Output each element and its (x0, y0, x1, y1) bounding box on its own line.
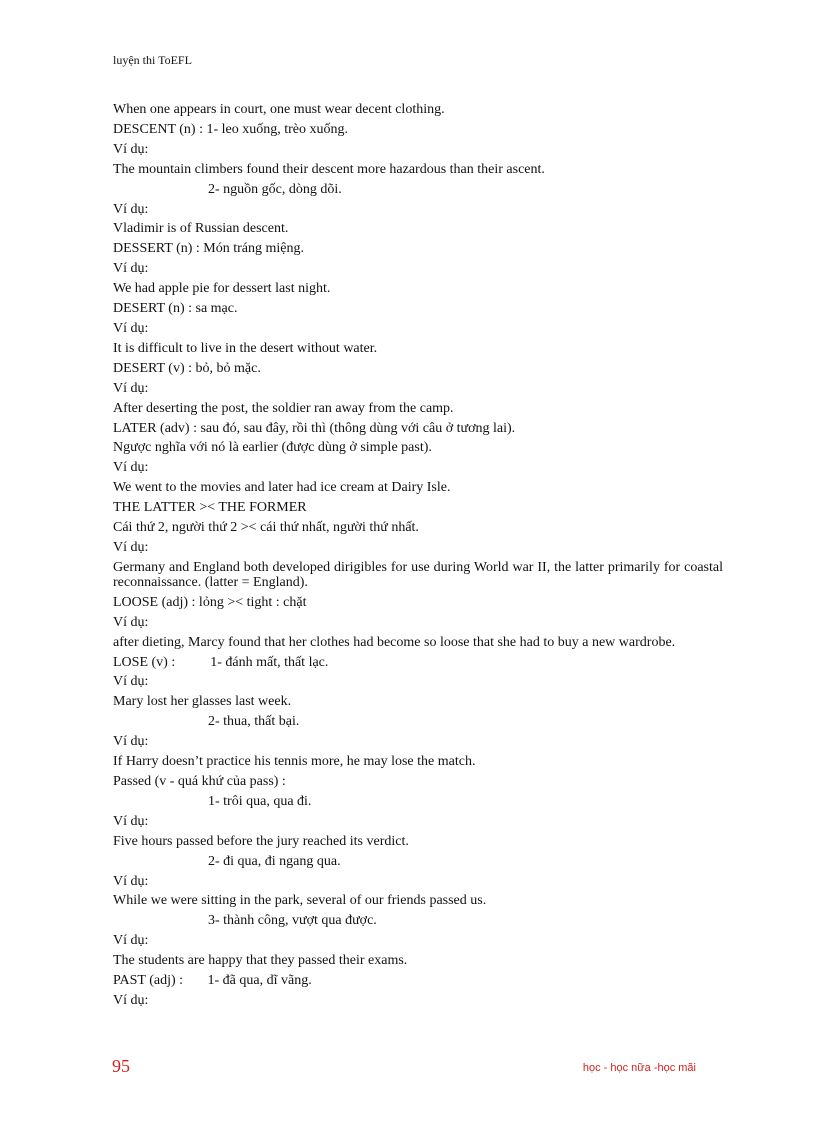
text-line: Ví dụ: (113, 201, 149, 217)
text-line: Ví dụ: (113, 734, 149, 750)
text-line: LATER (adv) : sau đó, sau đây, rồi thì (thông dùng với câu ở tương lai). (113, 420, 516, 436)
text-line: After deserting the post, the soldier ran away from the camp. (113, 400, 454, 416)
text-line: Ví dụ: (113, 992, 149, 1008)
text-line: Passed (v - quá khứ của pass) : (113, 774, 286, 789)
page-header: luyện thi ToEFL (113, 53, 192, 67)
text-line: DESERT (n) : sa mạc. (113, 301, 238, 317)
text-line: after dieting, Marcy found that her clothes had become so loose that she had to buy a new wardrobe. (113, 634, 676, 650)
text-line: DESSERT (n) : Món tráng miệng. (113, 241, 305, 257)
text-line: THE LATTER >< THE FORMER (113, 500, 307, 516)
text-line: Ví dụ: (113, 380, 149, 396)
document-body (113, 100, 723, 1011)
text-line: If Harry doesn’t practice his tennis more, he may lose the match. (113, 754, 476, 770)
text-line: DESCENT (n) : 1- leo xuống, trèo xuống. (113, 121, 348, 137)
text-line: It is difficult to live in the desert without water. (113, 340, 378, 356)
text-line: Ví dụ: (113, 674, 149, 690)
text-line: The students are happy that they passed their exams. (113, 953, 408, 969)
text-line: Ví dụ: (113, 539, 149, 555)
text-line: 2- thua, thất bại. (208, 714, 300, 730)
page-number: 95 (112, 1056, 130, 1076)
text-line: Ví dụ: (113, 813, 149, 829)
text-line: Ví dụ: (113, 614, 149, 630)
text-line: 3- thành công, vượt qua được. (208, 913, 377, 929)
text-line: LOSE (v) : 1- đánh mất, thất lạc. (113, 654, 329, 670)
text-line: Mary lost her glasses last week. (113, 694, 292, 710)
text-line: Cái thứ 2, người thứ 2 >< cái thứ nhất, người thứ nhất. (113, 520, 419, 536)
text-line: 2- đi qua, đi ngang qua. (208, 853, 341, 869)
text-line: When one appears in court, one must wear decent clothing. (113, 102, 445, 117)
text-line: Vladimir is of Russian descent. (113, 221, 289, 237)
text-line: Ví dụ: (113, 141, 149, 157)
text-line: LOOSE (adj) : lỏng >< tight : chặt (113, 594, 307, 610)
text-line: Ví dụ: (113, 320, 149, 336)
text-line: Germany and England both developed dirigibles for use during World war II, the latter primarily for coastal reconnaissance. (latter = England). (113, 559, 723, 590)
text-line: 2- nguồn gốc, dòng dõi. (208, 181, 342, 197)
text-line: 1- trôi qua, qua đi. (208, 793, 312, 809)
text-line: We had apple pie for dessert last night. (113, 281, 331, 297)
footer-tagline: học - học nữa -học mãi (582, 1062, 696, 1074)
text-line: Ví dụ: (113, 261, 149, 277)
text-line: Ngược nghĩa với nó là earlier (được dùng ở simple past). (113, 440, 432, 456)
text-line: PAST (adj) : 1- đã qua, dĩ vãng. (113, 973, 312, 989)
text-line: We went to the movies and later had ice cream at Dairy Isle. (113, 480, 451, 496)
text-line: The mountain climbers found their descent more hazardous than their ascent. (113, 161, 545, 177)
text-line: Five hours passed before the jury reached its verdict. (113, 833, 409, 849)
text-line: DESERT (v) : bỏ, bỏ mặc. (113, 360, 261, 376)
text-line: Ví dụ: (113, 460, 149, 476)
text-line: Ví dụ: (113, 933, 149, 949)
text-line: Ví dụ: (113, 873, 149, 889)
text-line: While we were sitting in the park, several of our friends passed us. (113, 893, 487, 909)
